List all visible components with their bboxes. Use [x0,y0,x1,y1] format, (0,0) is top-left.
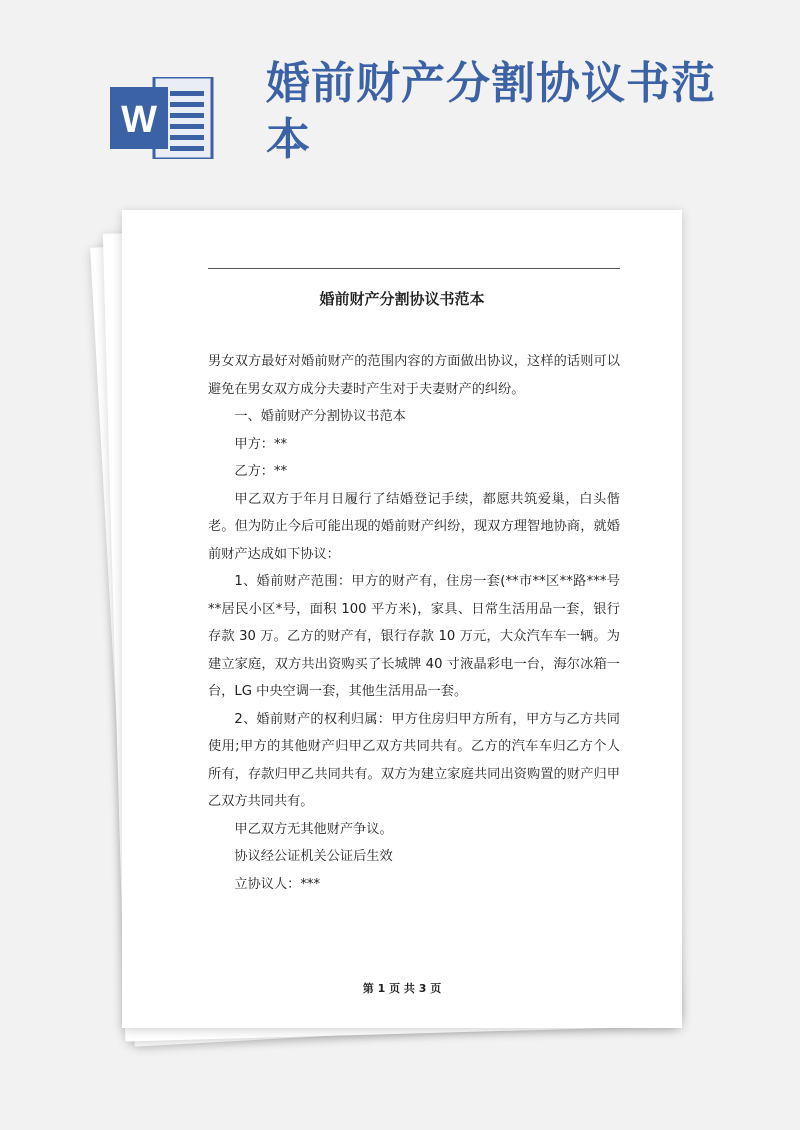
document-title: 婚前财产分割协议书范本 [319,290,485,308]
paragraph: 2、婚前财产的权利归属：甲方住房归甲方所有，甲方与乙方共同使用;甲方的其他财产归甲乙双方共同共有。乙方的汽车车归乙方个人所有，存款归甲乙共同共有。双方为建立家庭共同出资购置的财产归甲乙双方共同共有。 [208,711,620,809]
page-footer: 第 1 页 共 3 页 [362,982,442,995]
header-rule [208,268,620,269]
paragraph: 甲乙双方于年月日履行了结婚登记手续，都愿共筑爱巢，白头偕老。但为防止今后可能出现的婚前财产纠纷，现双方理智地协商，就婚前财产达成如下协议： [208,491,620,562]
paragraph: 甲方：** [234,436,288,452]
paragraph: 乙方：** [234,464,288,479]
document-page [122,210,682,1028]
svg-text:W: W [121,99,157,141]
paragraph: 立协议人：*** [234,876,321,892]
word-document-icon [110,77,214,159]
paragraph: 一、婚前财产分割协议书范本 [234,409,406,424]
banner-title: 婚前财产分割协议书范本 [266,58,716,165]
paragraph: 甲乙双方无其他财产争议。 [234,821,393,837]
document-body [208,348,620,898]
paragraph: 男女双方最好对婚前财产的范围内容的方面做出协议，这样的话则可以避免在男女双方成分夫妻时产生对于夫妻财产的纠纷。 [208,354,620,397]
paragraph: 协议经公证机关公证后生效 [234,849,393,864]
paragraph: 1、婚前财产范围：甲方的财产有，住房一套(**市**区**路***号**居民小区*号，面积 100 平方米)，家具、日常生活用品一套，银行存款 30 万。乙方的财产有，银行存款 10 万元，大众汽车车一辆。为建立家庭，双方共出资购买了长城牌 40 寸液晶彩电一台，海尔冰箱一台，LG 中央空调一套，其他生活用品一套。 [208,574,620,699]
